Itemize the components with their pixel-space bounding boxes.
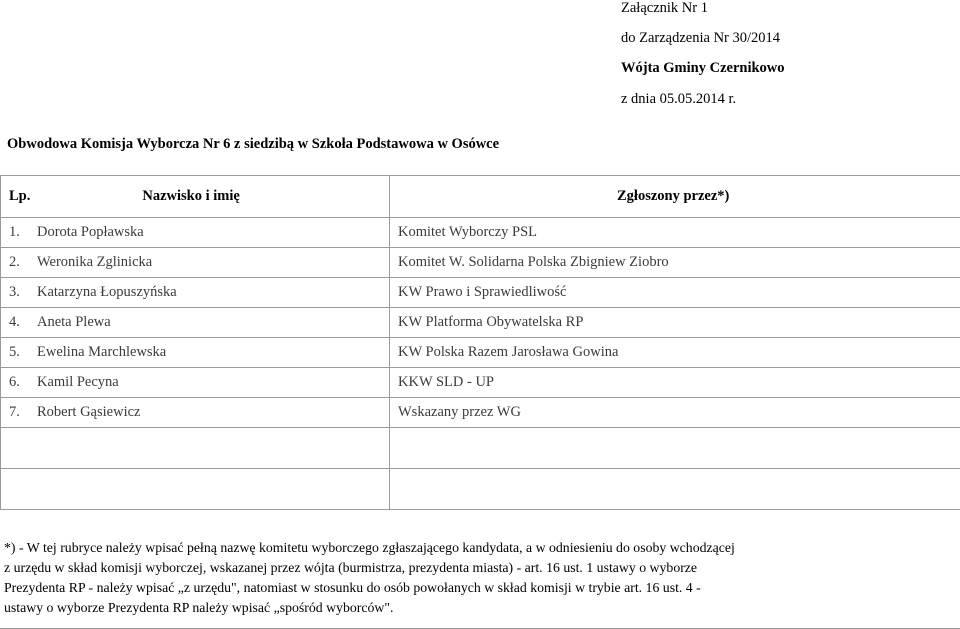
row-number: 1. bbox=[9, 224, 20, 240]
member-name: Ewelina Marchlewska bbox=[37, 344, 167, 360]
column-name: Nazwisko i imię bbox=[142, 188, 240, 204]
table-row bbox=[1, 218, 960, 248]
commission-title: Obwodowa Komisja Wyborcza Nr 6 z siedzibą w Szkoła Podstawowa w Osówce bbox=[7, 136, 500, 152]
member-cell bbox=[1, 338, 390, 368]
table-row bbox=[1, 398, 960, 428]
members-table bbox=[0, 175, 960, 510]
member-cell bbox=[1, 308, 390, 338]
row-number: 5. bbox=[9, 344, 20, 360]
member-name: Katarzyna Łopuszyńska bbox=[37, 284, 177, 300]
member-cell bbox=[1, 248, 390, 278]
column-submitted: Zgłoszony przez*) bbox=[617, 188, 730, 204]
footnote-line: ustawy o wyborze Prezydenta RP należy wpisać „spośród wyborców". bbox=[4, 600, 394, 615]
empty-cell bbox=[1, 428, 390, 469]
header-cell-submitted bbox=[390, 176, 960, 218]
column-lp: Lp. bbox=[9, 188, 31, 204]
submitted-by: KKW SLD - UP bbox=[390, 368, 960, 398]
member-name: Aneta Plewa bbox=[37, 314, 111, 330]
submitted-by: Wskazany przez WG bbox=[390, 398, 960, 428]
submitted-by: KW Platforma Obywatelska RP bbox=[390, 308, 960, 338]
issuer: Wójta Gminy Czernikowo bbox=[621, 60, 785, 76]
member-cell bbox=[1, 278, 390, 308]
footnote-line: Prezydenta RP - należy wpisać „z urzędu", natomiast w stosunku do osób powołanych w skład komisji w trybie art. 16 ust. 4 - bbox=[4, 580, 701, 595]
table-row bbox=[1, 278, 960, 308]
footnote-line: z urzędu w skład komisji wyborczej, wskazanej przez wójta (burmistrza, prezydenta miasta) - art. 16 ust. 1 ustawy o wyborze bbox=[4, 560, 698, 575]
table-row bbox=[1, 338, 960, 368]
ordinance-number: do Zarządzenia Nr 30/2014 bbox=[621, 30, 781, 46]
footnote bbox=[0, 538, 960, 629]
submitted-by: Komitet Wyborczy PSL bbox=[390, 218, 960, 248]
empty-row bbox=[1, 469, 960, 510]
footnote-line: *) - W tej rubryce należy wpisać pełną nazwę komitetu wyborczego zgłaszającego kandydata, a w odniesieniu do osoby wchodzącej bbox=[4, 540, 735, 555]
table-header-row bbox=[1, 176, 960, 218]
submitted-by: KW Polska Razem Jarosława Gowina bbox=[390, 338, 960, 368]
table-row bbox=[1, 308, 960, 338]
member-name: Kamil Pecyna bbox=[37, 374, 119, 390]
row-number: 4. bbox=[9, 314, 20, 330]
member-cell bbox=[1, 368, 390, 398]
member-name: Robert Gąsiewicz bbox=[37, 404, 141, 420]
empty-cell bbox=[390, 428, 960, 469]
table-row bbox=[1, 248, 960, 278]
ordinance-date: z dnia 05.05.2014 r. bbox=[621, 91, 737, 107]
empty-cell bbox=[390, 469, 960, 510]
table-row bbox=[1, 368, 960, 398]
row-number: 2. bbox=[9, 254, 20, 270]
member-name: Dorota Popławska bbox=[37, 224, 144, 240]
row-number: 6. bbox=[9, 374, 20, 390]
row-number: 3. bbox=[9, 284, 20, 300]
empty-row bbox=[1, 428, 960, 469]
member-cell bbox=[1, 398, 390, 428]
member-cell bbox=[1, 218, 390, 248]
empty-cell bbox=[1, 469, 390, 510]
row-number: 7. bbox=[9, 404, 20, 420]
attachment-number: Załącznik Nr 1 bbox=[621, 0, 708, 16]
submitted-by: KW Prawo i Sprawiedliwość bbox=[390, 278, 960, 308]
submitted-by: Komitet W. Solidarna Polska Zbigniew Ziobro bbox=[390, 248, 960, 278]
header-cell-name bbox=[1, 176, 390, 218]
member-name: Weronika Zglinicka bbox=[37, 254, 153, 270]
